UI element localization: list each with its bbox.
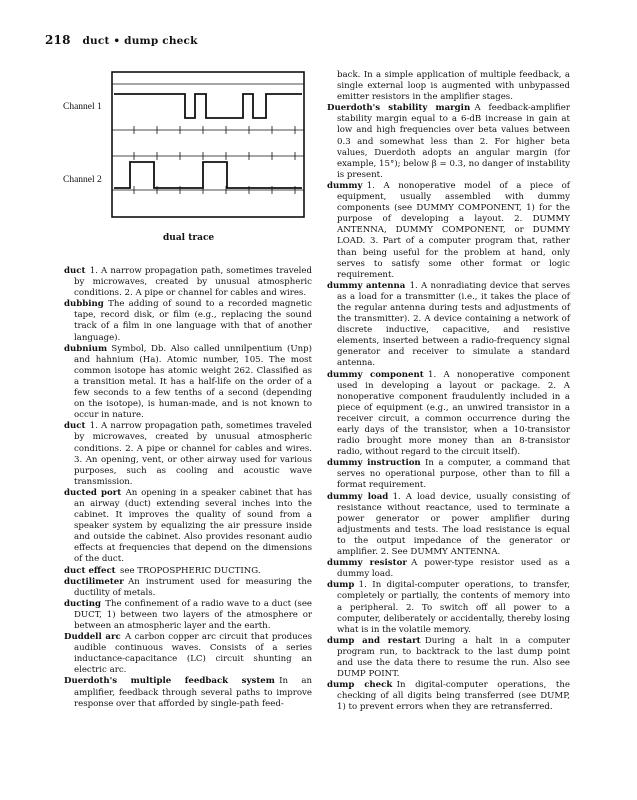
entry-definition: During a halt in a computer program run, to backtrack to the last dump point and use the data there to resume the run. Also see DUMP POINT. — [337, 635, 570, 680]
dictionary-entry — [64, 577, 312, 599]
dictionary-entry — [64, 488, 312, 566]
dictionary-entry — [327, 281, 570, 370]
entry-term: ductilimeter — [64, 576, 124, 587]
entry-definition: In a computer, a command that serves no operational purpose, other than to fill a format requirement. — [337, 458, 570, 491]
entry-definition: 1. A load device, usually consisting of resistance without reactance, used to terminate a power generator or power amplifier during adjustments and tests. The load resistance is equal to the output impedance of the generator or amplifier. 2. See DUMMY ANTENNA. — [337, 491, 570, 558]
channel1-label: Channel 1 — [63, 102, 102, 112]
entry-definition: 1. In digital-computer operations, to transfer, completely or partially, the contents of memory into a peripheral. 2. To switch off all power to a computer, deliberately or accidentally, thereby losing what is in the volatile memory. — [337, 580, 570, 635]
dictionary-entry — [327, 492, 570, 559]
entry-term: Duddell arc — [64, 632, 121, 643]
dictionary-entry — [64, 344, 312, 422]
entry-term: ducted port — [64, 487, 122, 498]
entry-term: dump — [327, 580, 355, 591]
dictionary-entry — [64, 599, 312, 632]
dictionary-entry — [64, 676, 312, 709]
figure-caption: dual trace — [163, 233, 215, 243]
left-column — [64, 266, 312, 710]
oscilloscope-screen — [60, 70, 325, 250]
page-number: 218 — [45, 33, 71, 47]
dictionary-entry — [64, 266, 312, 299]
dictionary-entry — [327, 558, 570, 580]
entry-definition: The confinement of a radio wave to a duct (see DUCT, 1) between two layers of the atmosphere or between an atmospheric layer and the earth. — [74, 598, 312, 631]
entry-definition: 1. A nonradiating device that serves as a load for a transmitter (i.e., it takes the place of the regular antenna during tests and adjustments of the transmitter). 2. A device containing a network of discrete inductive, capacitive, and resistive elements, inserted between a radio-frequency signal generator and receiver to simulate a standard antenna. — [337, 280, 570, 369]
running-title: duct • dump check — [82, 35, 198, 47]
entry-definition: An instrument used for measuring the ductility of metals. — [74, 576, 312, 598]
entry-term: dump and restart — [327, 635, 421, 646]
entry-term: duct effect — [64, 565, 116, 576]
entry-definition: The adding of sound to a recorded magnetic tape, record disk, or film (e.g., replacing the sound track of a film in one language with that of another language). — [74, 299, 312, 343]
dictionary-entry — [327, 370, 570, 459]
dictionary-entry — [64, 566, 312, 577]
entry-definition: In digital-computer operations, the checking of all digits being transferred (see DUMP, 1) to prevent errors when they are retransferred. — [337, 680, 570, 713]
channel2-label: Channel 2 — [63, 175, 102, 185]
dictionary-entry — [327, 181, 570, 281]
channel2-waveform — [114, 162, 302, 188]
running-header — [45, 33, 198, 47]
entry-definition: Symbol, Db. Also called unnilpentium (Unp) and hahnium (Ha). Atomic number, 105. The most common isotope has atomic weight 262. Classified as a transition metal. It has a half-life on the order of a few seconds to a few tenths of a second (depending on the isotope), is human-made, and is not known to occur in nature. — [74, 343, 312, 421]
right-column — [327, 70, 570, 713]
dictionary-entry — [327, 103, 570, 181]
entry-definition: see TROPOSPHERIC DUCTING. — [119, 565, 261, 576]
channel1-waveform — [114, 94, 302, 118]
entry-term: dubnium — [64, 343, 108, 354]
entry-term: Duerdoth's multiple feedback system — [64, 676, 275, 687]
dictionary-entry — [327, 580, 570, 635]
entry-term: dummy component — [327, 369, 424, 380]
entry-term: dummy antenna — [327, 280, 406, 291]
entry-term: dummy instruction — [327, 458, 421, 469]
entry-definition: 1. A nonoperative model of a piece of equipment, usually assembled with dummy components (see DUMMY COMPONENT, 1) for the purpose of developing a layout. 2. DUMMY ANTENNA, DUMMY COMPONENT, or DUMMY LOAD. 3. Part of a computer program that, rather than being useful for the problem at hand, only serves to satisfy some other format or logic requirement. — [337, 180, 570, 280]
entry-term: duct — [64, 421, 86, 432]
entry-definition: 1. A narrow propagation path, sometimes traveled by microwaves, created by unusual atmospheric conditions. 2. A pipe or channel for cables and wires. 3. An opening, vent, or other airway used for various purposes, such as cooling and acoustic wave transmission. — [74, 421, 312, 487]
entry-definition: An opening in a speaker cabinet that has an airway (duct) extending several inches into the cabinet. It improves the quality of sound from a speaker system by equalizing the air pressure inside and outside the cabinet. Also provides resonant audio effects at frequencies that depend on the dimensions of the duct. — [74, 487, 312, 565]
entry-term: dump check — [327, 680, 393, 691]
entry-term: ducting — [64, 598, 101, 609]
dual-trace-figure — [60, 70, 325, 250]
entry-term: dummy resistor — [327, 558, 407, 569]
dictionary-entry — [327, 458, 570, 491]
dictionary-entry — [64, 421, 312, 488]
entry-definition: A feedback-amplifier stability margin equal to a 6-dB increase in gain at low and high frequencies over beta values between 0.3 and somewhat less than 2. For higher beta values, Duerdoth adopts an angular margin (for example, 15°); below β = 0.3, no danger of instability is present. — [337, 103, 571, 180]
entry-definition: In an amplifier, feedback through several paths to improve response over that afforded by single-path feed- — [74, 676, 312, 709]
dictionary-entry — [327, 636, 570, 680]
entry-definition: 1. A narrow propagation path, sometimes traveled by microwaves, created by unusual atmospheric conditions. 2. A pipe or channel for cables and wires. — [74, 266, 312, 299]
dictionary-entry — [64, 632, 312, 676]
entry-term: dubbing — [64, 299, 104, 310]
dictionary-entry — [327, 680, 570, 713]
entry-term: duct — [64, 266, 86, 276]
dictionary-entry — [64, 299, 312, 343]
entry-definition: A power-type resistor used as a dummy load. — [337, 558, 570, 580]
continued-entry-text: back. In a simple application of multiple feedback, a single external loop is augmented with unbypassed emitter resistors in the amplifier stages. — [337, 70, 570, 103]
entry-definition: 1. A nonoperative component used in developing a layout or package. 2. A nonoperative component fraudulently included in a piece of equipment (e.g., an unwired transistor in a receiver circuit, a common occurrence during the early days of the transistor, when a 10-transistor radio brought more money than an 8-transistor radio, without regard to the circuit itself). — [337, 369, 570, 458]
entry-term: dummy — [327, 180, 363, 191]
entry-term: Duerdoth's stability margin — [327, 103, 471, 114]
entry-definition: A carbon copper arc circuit that produces audible continuous waves. Consists of a series inductance-capacitance (LC) circuit shunting an electric arc. — [74, 632, 312, 676]
entry-term: dummy load — [327, 491, 389, 502]
